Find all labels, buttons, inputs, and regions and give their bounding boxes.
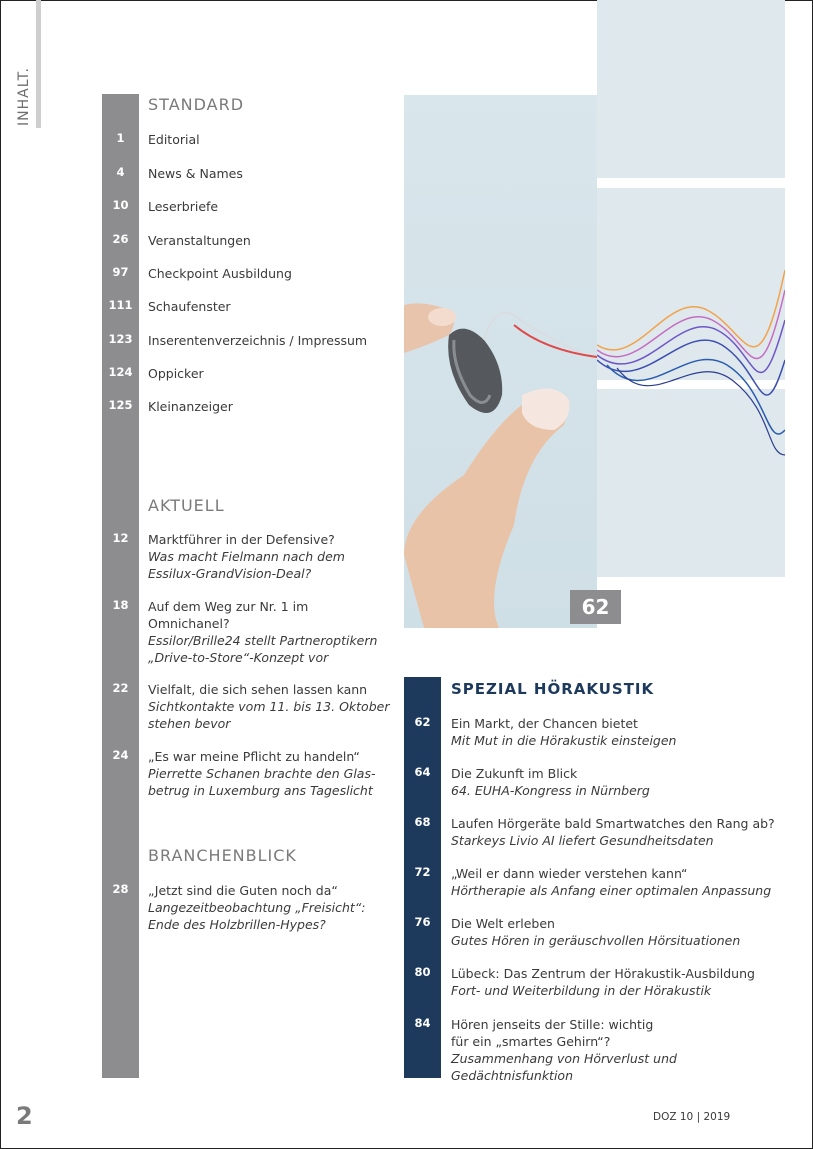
entry-subtitle: Pierrette Schanen brachte den Glas-	[148, 766, 376, 781]
entry-title: „Weil er dann wieder verstehen kann“	[451, 866, 688, 881]
entry-subtitle: Was macht Fielmann nach dem	[148, 549, 345, 564]
page-number: 1	[116, 131, 125, 145]
entry-title: Veranstaltungen	[148, 233, 251, 248]
entry-subtitle: Zusammenhang von Hörverlust und	[451, 1051, 677, 1066]
entry-title: Inserentenverzeichnis / Impressum	[148, 333, 368, 348]
entry-subtitle: Mit Mut in die Hörakustik einsteigen	[451, 733, 677, 748]
entry-title: Editorial	[148, 132, 200, 147]
entry-title: Die Welt erleben	[451, 916, 555, 931]
vertical-rule	[36, 0, 41, 128]
page-number: 4	[116, 165, 125, 179]
entry-subtitle: betrug in Luxemburg ans Tageslicht	[148, 783, 373, 798]
page-number: 123	[108, 332, 133, 346]
page-number: 64	[414, 765, 431, 779]
hearing-aid-photo	[404, 95, 597, 628]
entry-title: Lübeck: Das Zentrum der Hörakustik-Ausbildung	[451, 966, 755, 981]
entry-subtitle: Sichtkontakte vom 11. bis 13. Oktober	[148, 699, 390, 714]
entry-subtitle: Gutes Hören in geräuschvollen Hörsituationen	[451, 933, 741, 948]
entry-title-line2: für ein „smartes Gehirn“?	[451, 1034, 611, 1049]
page-number: 26	[112, 232, 129, 246]
entry-subtitle: Langezeitbeobachtung „Freisicht“:	[148, 900, 366, 915]
page-number: 84	[414, 1016, 431, 1030]
entry-subtitle: Ende des Holzbrillen-Hypes?	[148, 917, 326, 932]
page-number: 22	[112, 681, 129, 695]
entry-subtitle: Essilor/Brille24 stellt Partneroptikern	[148, 633, 378, 648]
page-number: 125	[108, 398, 133, 412]
entry-title: Kleinanzeiger	[148, 399, 233, 414]
entry-title: „Jetzt sind die Guten noch da“	[148, 883, 338, 898]
entry-subtitle: 64. EUHA-Kongress in Nürnberg	[451, 783, 650, 798]
page-number: 24	[112, 748, 129, 762]
entry-title: Ein Markt, der Chancen bietet	[451, 716, 638, 731]
entry-subtitle: Gedächtnisfunktion	[451, 1068, 574, 1083]
entry-title: Die Zukunft im Blick	[451, 766, 578, 781]
page-number: 111	[108, 298, 133, 312]
entry-title: News & Names	[148, 166, 243, 181]
entry-title-line2: Omnichanel?	[148, 616, 230, 631]
footer-magazine-issue: DOZ 10 | 2019	[653, 1111, 731, 1123]
entry-title: Auf dem Weg zur Nr. 1 im	[148, 599, 309, 614]
section-heading-spezial: SPEZIAL HÖRAKUSTIK	[451, 680, 655, 698]
entry-title: Hören jenseits der Stille: wichtig	[451, 1017, 654, 1032]
page-number: 62	[414, 715, 431, 729]
section-heading-aktuell: AKTUELL	[148, 496, 225, 515]
entry-subtitle: Fort- und Weiterbildung in der Hörakustik	[451, 983, 712, 998]
entry-title: Laufen Hörgeräte bald Smartwatches den Rang ab?	[451, 816, 775, 831]
entry-title: „Es war meine Pflicht zu handeln“	[148, 749, 360, 764]
entry-title: Checkpoint Ausbildung	[148, 266, 292, 281]
footer-page-number: 2	[16, 1102, 33, 1130]
page-number: 12	[112, 531, 129, 545]
page-number: 68	[414, 815, 431, 829]
page-number: 28	[112, 882, 129, 896]
page-number: 80	[414, 965, 431, 979]
sound-wave-graphic	[597, 250, 785, 460]
entry-subtitle: Starkeys Livio AI liefert Gesundheitsdaten	[451, 833, 714, 848]
decor-block-top	[597, 0, 785, 178]
section-heading-branchenblick: BRANCHENBLICK	[148, 846, 297, 865]
entry-title: Oppicker	[148, 366, 204, 381]
entry-subtitle: stehen bevor	[148, 716, 231, 731]
entry-title: Vielfalt, die sich sehen lassen kann	[148, 682, 368, 697]
entry-title: Schaufenster	[148, 299, 231, 314]
entry-title: Marktführer in der Defensive?	[148, 532, 335, 547]
page-number: 76	[414, 915, 431, 929]
page-number: 72	[414, 865, 431, 879]
page-number: 97	[112, 265, 129, 279]
image-page-badge: 62	[570, 590, 621, 624]
entry-subtitle: „Drive-to-Store“-Konzept vor	[148, 650, 329, 665]
entry-subtitle: Essilux-GrandVision-Deal?	[148, 566, 312, 581]
page-number: 18	[112, 598, 129, 612]
entry-subtitle: Hörtherapie als Anfang einer optimalen Anpassung	[451, 883, 772, 898]
side-label: INHALT.	[16, 67, 32, 126]
page-number: 124	[108, 365, 133, 379]
page-number: 10	[112, 198, 129, 212]
section-heading-standard: STANDARD	[148, 95, 245, 114]
entry-title: Leserbriefe	[148, 199, 219, 214]
